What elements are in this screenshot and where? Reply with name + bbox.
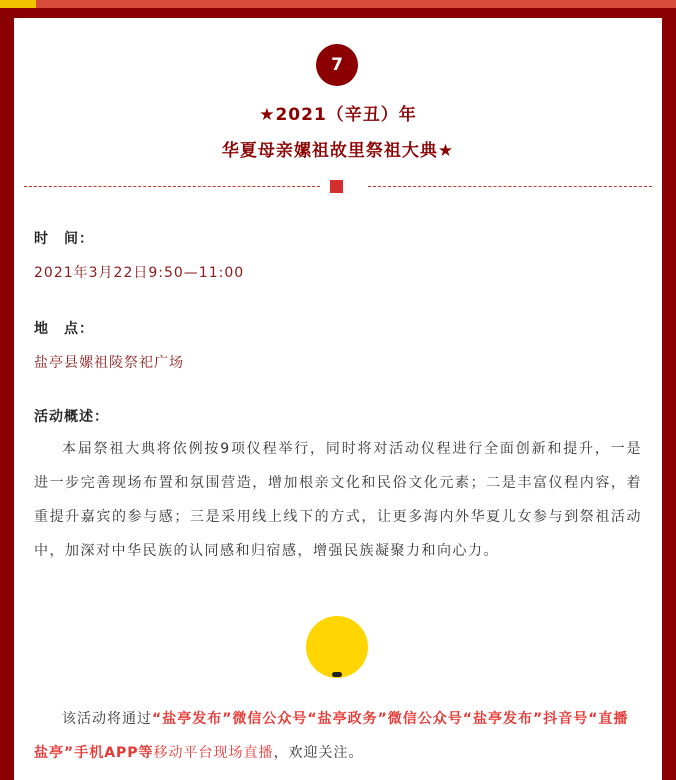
location-label: 地 点：: [34, 321, 94, 337]
footer-paragraph: [34, 702, 642, 770]
time-value: 2021年3月22日9:50—11:00: [34, 265, 245, 281]
top-accent-bar: [0, 0, 36, 8]
overview-label: 活动概述：: [34, 409, 109, 425]
yellow-circle-icon: [306, 616, 368, 678]
divider-right: [368, 186, 652, 187]
divider-square-icon: [330, 180, 343, 193]
footer-prefix: 该活动将通过: [62, 711, 152, 727]
overview-paragraph: 本届祭祖大典将依例按9项仪程举行，同时将对活动仪程进行全面创新和提升，一是进一步完善现场布置和氛围营造，增加根亲文化和民俗文化元素；二是丰富仪程内容，着重提升嘉宾的参与感；三是采用线上线下的方式，让更多海内外华夏儿女参与到祭祖活动中，加深对中华民族的认同感和归宿感，增强民族凝聚力和向心力。: [34, 441, 642, 559]
divider-left: [24, 186, 320, 187]
title-line-2: 华夏母亲嫘祖故里祭祖大典★: [221, 141, 455, 161]
title-line-1: ★2021（辛丑）年: [259, 105, 417, 125]
top-strip: [0, 0, 676, 8]
time-label: 时 间：: [34, 231, 94, 247]
footer-highlight: “盐亭发布”微信公众号“盐亭政务”微信公众号“盐亭发布”抖音号“直播盐亭”手机APP等: [34, 711, 629, 761]
footer-suffix: ，欢迎关注。: [273, 745, 364, 761]
location-value: 盐亭县嫘祖陵祭祀广场: [34, 355, 184, 371]
section-number-badge: 7: [316, 44, 358, 86]
footer-middle: 移动平台现场直播: [153, 745, 274, 761]
circle-dot: [332, 672, 342, 677]
